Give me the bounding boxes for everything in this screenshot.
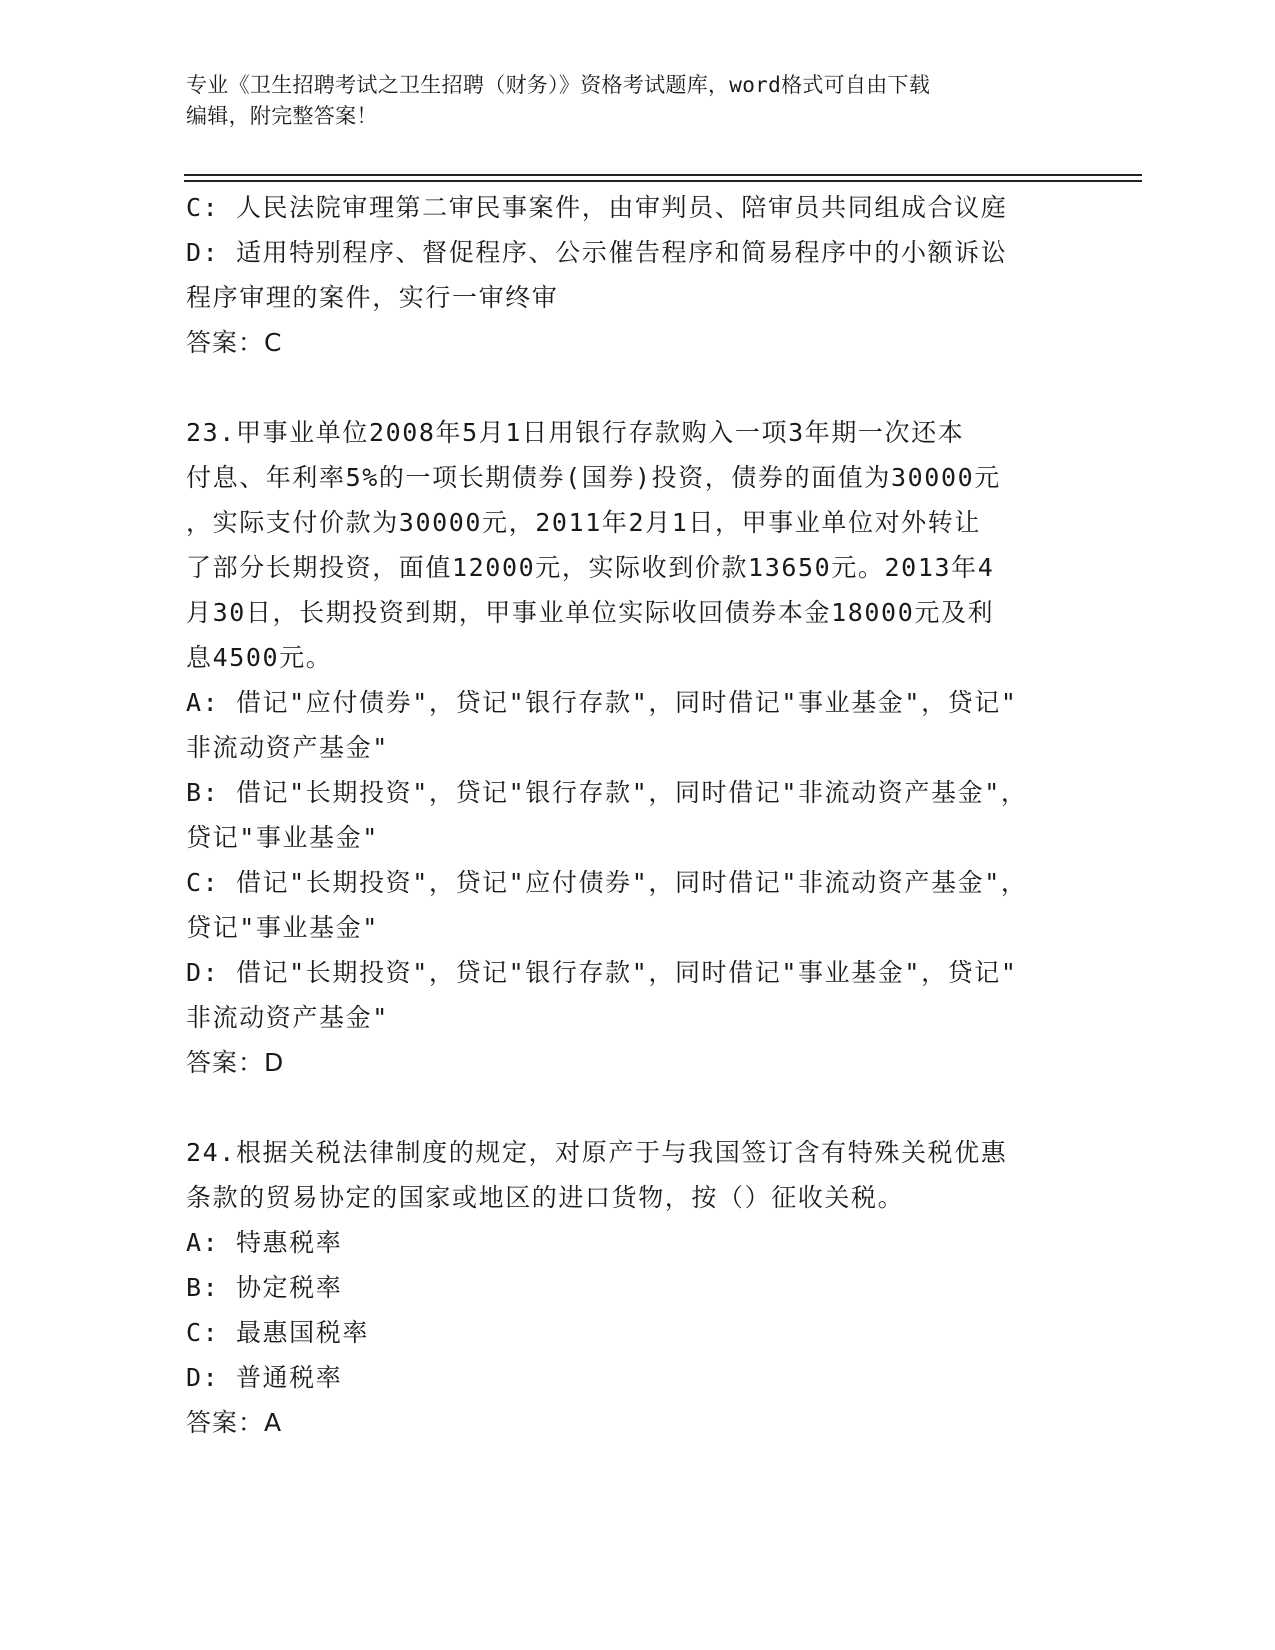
q23-text-line: 了部分长期投资，面值12000元，实际收到价款13650元。2013年4 — [186, 553, 995, 582]
q23-option-d-line2: 非流动资产基金" — [186, 1003, 389, 1032]
q23-option-c-line1: C: 借记"长期投资"，贷记"应付债券"，同时借记"非流动资产基金"， — [186, 868, 1028, 897]
document-body — [186, 185, 1086, 1445]
q22-answer: 答案：C — [186, 328, 283, 357]
q22-option-d-line2: 程序审理的案件，实行一审终审 — [186, 283, 559, 312]
q23-option-a-line1: A: 借记"应付债券"，贷记"银行存款"，同时借记"事业基金"，贷记" — [186, 688, 1018, 717]
q24-option-a: A: 特惠税率 — [186, 1228, 343, 1257]
q22-option-c: C: 人民法院审理第二审民事案件，由审判员、陪审员共同组成合议庭 — [186, 193, 1008, 222]
q24-option-d: D: 普通税率 — [186, 1363, 343, 1392]
header-line-1: 专业《卫生招聘考试之卫生招聘（财务）》资格考试题库，word格式可自由下载 — [186, 73, 931, 97]
question-22-block — [186, 185, 1086, 365]
question-23-block — [186, 410, 1086, 1085]
document-header — [186, 70, 1066, 132]
q24-answer: 答案：A — [186, 1408, 283, 1437]
q23-option-b-line2: 贷记"事业基金" — [186, 823, 379, 852]
q24-text-line: 条款的贸易协定的国家或地区的进口货物，按（）征收关税。 — [186, 1183, 905, 1212]
q24-text-line: 24.根据关税法律制度的规定，对原产于与我国签订含有特殊关税优惠 — [186, 1138, 1008, 1167]
q23-option-c-line2: 贷记"事业基金" — [186, 913, 379, 942]
header-rule-top — [184, 174, 1142, 176]
spacer — [186, 1085, 1086, 1130]
q23-text-line: 息4500元。 — [186, 643, 333, 672]
q24-option-b: B: 协定税率 — [186, 1273, 343, 1302]
q23-answer: 答案：D — [186, 1048, 285, 1077]
header-line-2: 编辑，附完整答案！ — [186, 104, 378, 128]
q23-option-d-line1: D: 借记"长期投资"，贷记"银行存款"，同时借记"事业基金"，贷记" — [186, 958, 1018, 987]
spacer — [186, 365, 1086, 410]
q23-text-line: 23.甲事业单位2008年5月1日用银行存款购入一项3年期一次还本 — [186, 418, 965, 447]
header-rule-bottom — [184, 180, 1142, 182]
question-24-block — [186, 1130, 1086, 1445]
q22-option-d-line1: D: 适用特别程序、督促程序、公示催告程序和简易程序中的小额诉讼 — [186, 238, 1008, 267]
q23-text-line: 付息、年利率5%的一项长期债券(国券)投资，债券的面值为30000元 — [186, 463, 1001, 492]
q23-text-line: ，实际支付价款为30000元，2011年2月1日，甲事业单位对外转让 — [186, 508, 981, 537]
q24-option-c: C: 最惠国税率 — [186, 1318, 369, 1347]
q23-option-b-line1: B: 借记"长期投资"，贷记"银行存款"，同时借记"非流动资产基金"， — [186, 778, 1028, 807]
q23-option-a-line2: 非流动资产基金" — [186, 733, 389, 762]
q23-text-line: 月30日，长期投资到期，甲事业单位实际收回债券本金18000元及利 — [186, 598, 995, 627]
